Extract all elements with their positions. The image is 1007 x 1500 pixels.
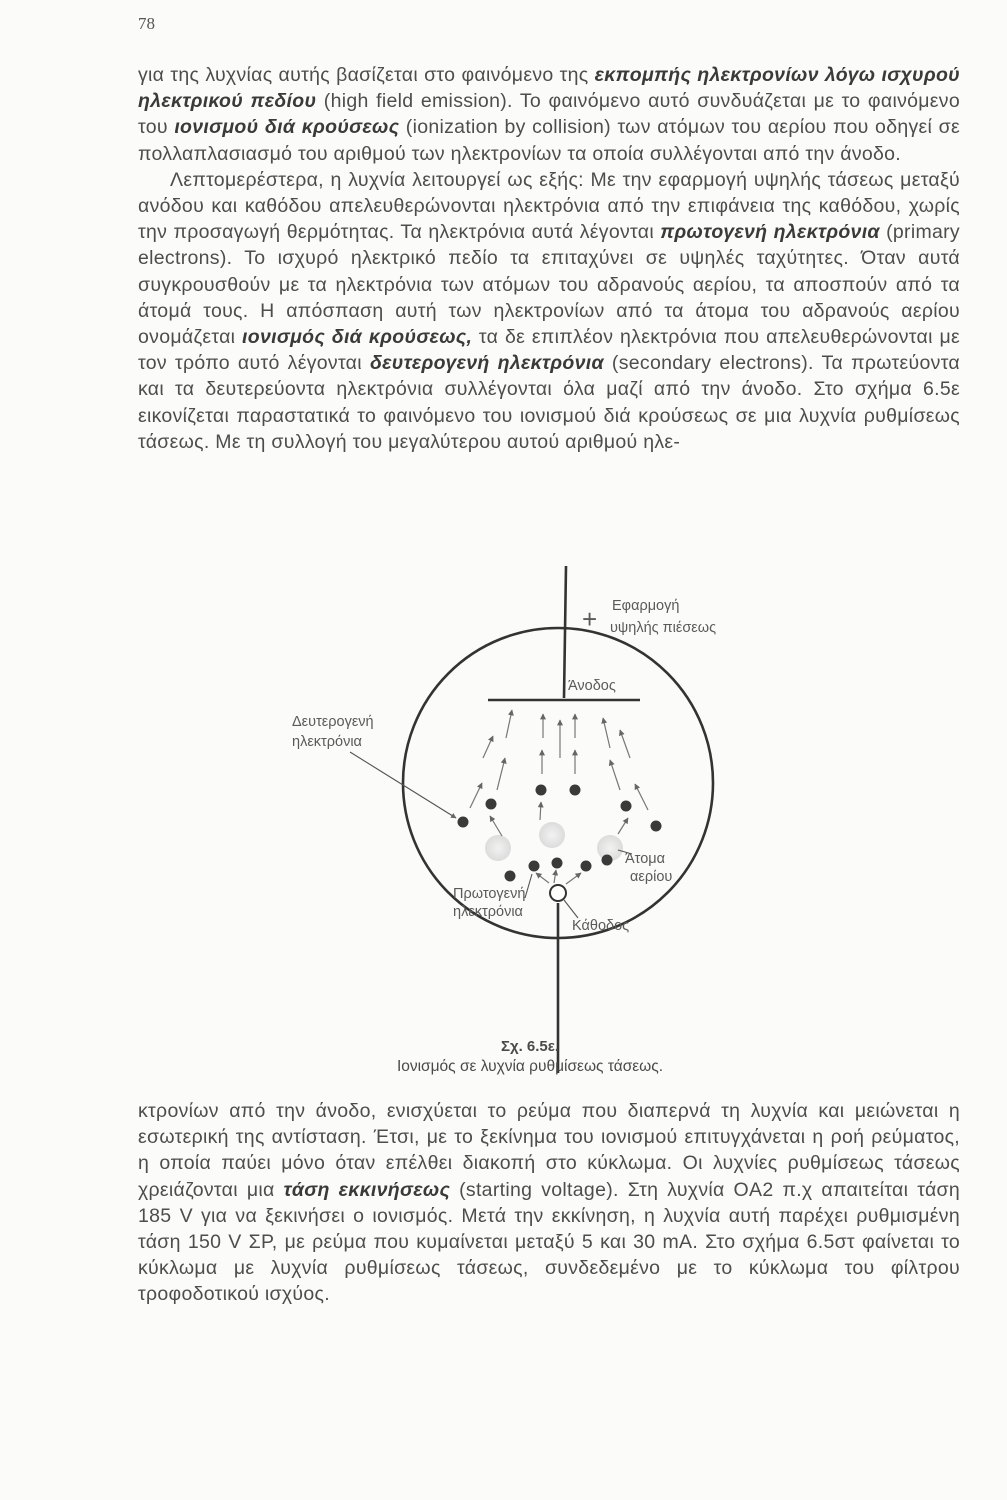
- text-segment: τα δε επιπλέον ηλεκτρόνια που απελευθερώνονται με τον τρόπο αυτό λέγονται: [138, 326, 960, 375]
- label-secondary-line1: Δευτερογενή: [292, 714, 374, 730]
- electron: [552, 858, 563, 869]
- label-atoms-line2: αερίου: [630, 869, 673, 885]
- figure-caption-title: Ιονισμός σε λυχνία ρυθμίσεως τάσεως.: [396, 1058, 664, 1075]
- text-segment: (ionization by collision) των ατόμων του αερίου που οδηγεί σε πολλαπλασιασμό του αριθμού των ηλεκτρονίων τα οποία συλλέγονται από την άνοδο.: [138, 116, 960, 165]
- electron: [505, 871, 516, 882]
- emphasized-term: τάση εκκινήσεως: [283, 1178, 451, 1201]
- label-anode: Άνοδος: [568, 678, 616, 694]
- electron: [529, 861, 540, 872]
- body-text-top: [138, 62, 960, 455]
- emphasized-term: δευτερογενή ηλεκτρόνια: [369, 352, 604, 375]
- label-cathode: Κάθοδος: [572, 918, 630, 934]
- electron: [621, 801, 632, 812]
- page-number: 78: [138, 14, 155, 33]
- paragraph: [138, 1098, 960, 1308]
- emphasized-term: εκπομπής ηλεκτρονίων λόγω ισχυρού ηλεκτρικού πεδίου: [138, 64, 960, 113]
- text-segment: (primary electrons). Το ισχυρό ηλεκτρικό πεδίο τα επιταχύνει σε υψηλές ταχύτητες. Όταν αυτά συγκρουσθούν με τα ηλεκτρόνια των ατόμων του αδρανούς αερίου, τα αποσπούν από τα άτομά τους. Η απόσπαση αυτή των ηλεκτρονίων από τα άτομα του αδρανούς αερίου ονομάζεται: [138, 221, 960, 349]
- anode-lead: [564, 566, 566, 698]
- text-segment: Λεπτομερέστερα, η λυχνία λειτουργεί ως εξής: Με την εφαρμογή υψηλής τάσεως μεταξύ ανόδου και καθόδου απελευθερώνονται ηλεκτρόνια από την επιφάνεια της καθόδου, χωρίς την προσαγωγή θερμότητας. Τα ηλεκτρόνια αυτά λέγονται: [138, 168, 960, 244]
- label-primary-line1: Πρωτογενή: [453, 886, 526, 902]
- electron: [651, 821, 662, 832]
- cathode-icon: [550, 885, 566, 901]
- electron: [536, 785, 547, 796]
- electron: [570, 785, 581, 796]
- text-segment: κτρονίων από την άνοδο, ενισχύεται το ρεύμα που διαπερνά τη λυχνία και μειώνεται η εσωτερική της αντίσταση. Έτσι, με το ξεκίνημα του ιονισμού επιτυγχάνεται η ροή ρεύματος, η οποία παύει μόνο όταν επέλθει διακοπή στο κύκλωμα. Οι λυχνίες ρυθμίσεως τάσεως χρειάζονται μια: [138, 1100, 960, 1201]
- label-atoms-line1: Άτομα: [625, 851, 666, 867]
- label-primary-line2: ηλεκτρόνια: [453, 904, 523, 920]
- text-segment: για της λυχνίας αυτής βασίζεται στο φαινόμενο της: [138, 64, 595, 86]
- emphasized-term: πρωτογενή ηλεκτρόνια: [660, 221, 880, 244]
- electron: [486, 799, 497, 810]
- gas-atom: [485, 835, 511, 861]
- figure-caption-number: Σχ. 6.5ε.: [500, 1038, 560, 1055]
- emphasized-term: ιονισμός διά κρούσεως,: [242, 326, 473, 349]
- diagram-svg: [270, 558, 790, 1080]
- electron: [602, 855, 613, 866]
- paragraph: [138, 167, 960, 455]
- body-text-bottom: [138, 1098, 960, 1308]
- label-applied-line1: Εφαρμογή: [612, 598, 680, 614]
- paragraph: [138, 62, 960, 167]
- ionization-diagram: [270, 558, 790, 1080]
- label-secondary-line2: ηλεκτρόνια: [292, 734, 362, 750]
- label-applied-line2: υψηλής πιέσεως: [610, 620, 717, 636]
- text-segment: (high field emission). Το φαινόμενο αυτό συνδυάζεται με το φαινόμενο του: [138, 90, 960, 139]
- gas-atom: [539, 822, 565, 848]
- electron: [458, 817, 469, 828]
- text-segment: (secondary electrons). Τα πρωτεύοντα και τα δευτερεύοντα ηλεκτρόνια συλλέγονται όλα μαζί από την άνοδο. Στο σχήμα 6.5ε εικονίζεται παραστατικά το φαινόμενο του ιονισμού διά κρούσεως σε μια λυχνία ρυθμίσεως τάσεως. Με τη συλλογή του μεγαλύτερου αυτού αριθμού ηλε-: [138, 352, 961, 453]
- plus-sign: +: [582, 604, 598, 634]
- text-segment: (starting voltage). Στη λυχνία OA2 π.χ απαιτείται τάση 185 V για να ξεκινήσει ο ιονισμός. Μετά την εκκίνηση, η λυχνία αυτή παρέχει ρυθμισμένη τάση 150 V ΣΡ, με ρεύμα που κυμαίνεται μεταξύ 5 και 30 mA. Στο σχήμα 6.5στ φαίνεται το κύκλωμα με λυχνία ρυθμίσεως τάσεως, συνδεδεμένο με το κύκλωμα του φίλτρου τροφοδοτικού ισχύος.: [138, 1178, 961, 1306]
- electron: [581, 861, 592, 872]
- emphasized-term: ιονισμού διά κρούσεως: [174, 116, 400, 139]
